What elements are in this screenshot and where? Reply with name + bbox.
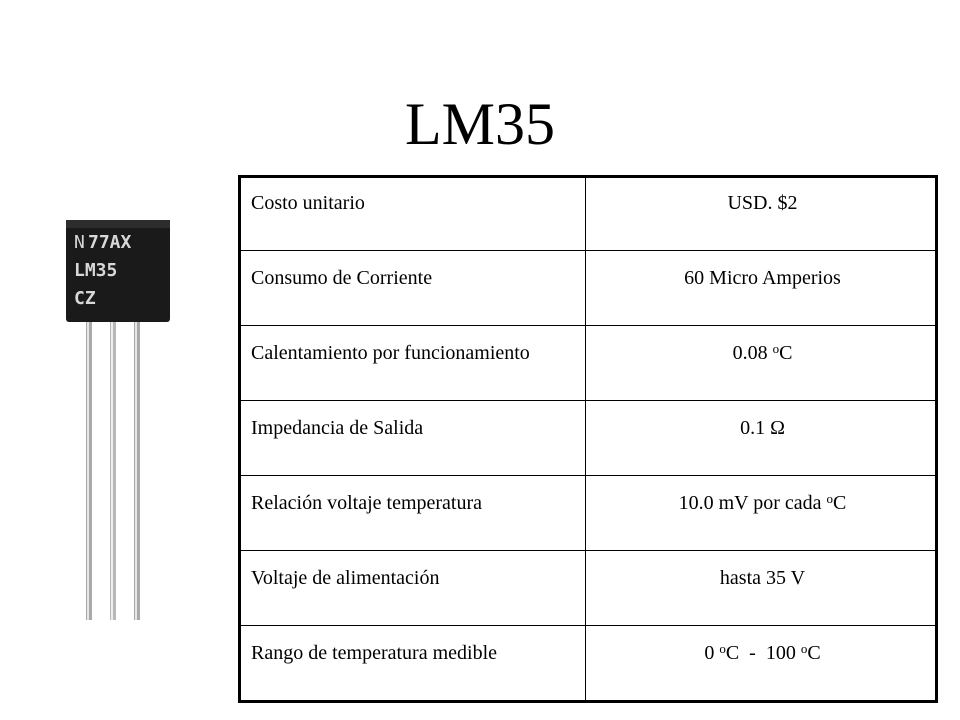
table-row	[240, 626, 937, 702]
table-row	[240, 551, 937, 626]
specs-table	[238, 175, 938, 703]
table-row	[240, 476, 937, 551]
table-row	[240, 326, 937, 401]
table-row	[240, 401, 937, 476]
spec-value: USD. $2	[586, 177, 937, 251]
spec-label: Calentamiento por funcionamiento	[240, 326, 586, 401]
spec-label: Voltaje de alimentación	[240, 551, 586, 626]
spec-label: Relación voltaje temperatura	[240, 476, 586, 551]
spec-label: Impedancia de Salida	[240, 401, 586, 476]
chip-logo-icon: N	[74, 232, 85, 253]
table-row	[240, 251, 937, 326]
spec-label: Costo unitario	[240, 177, 586, 251]
spec-value: 0.1 Ω	[586, 401, 937, 476]
chip-marking-line3: CZ	[74, 288, 96, 309]
spec-value: 0.08 $^o$C	[586, 326, 937, 401]
chip-marking-line2: LM35	[74, 260, 118, 281]
table-row	[240, 177, 937, 251]
chip-marking-line1: 77AX	[88, 232, 132, 253]
spec-label: Rango de temperatura medible	[240, 626, 586, 702]
spec-label: Consumo de Corriente	[240, 251, 586, 326]
lm35-transistor-image	[60, 220, 190, 630]
spec-value: 0 $^o$C - 100 $^o$C	[586, 626, 937, 702]
spec-value: 60 Micro Amperios	[586, 251, 937, 326]
spec-value: 10.0 mV por cada $^o$C	[586, 476, 937, 551]
spec-value: hasta 35 V	[586, 551, 937, 626]
slide-title: LM35	[405, 91, 555, 157]
